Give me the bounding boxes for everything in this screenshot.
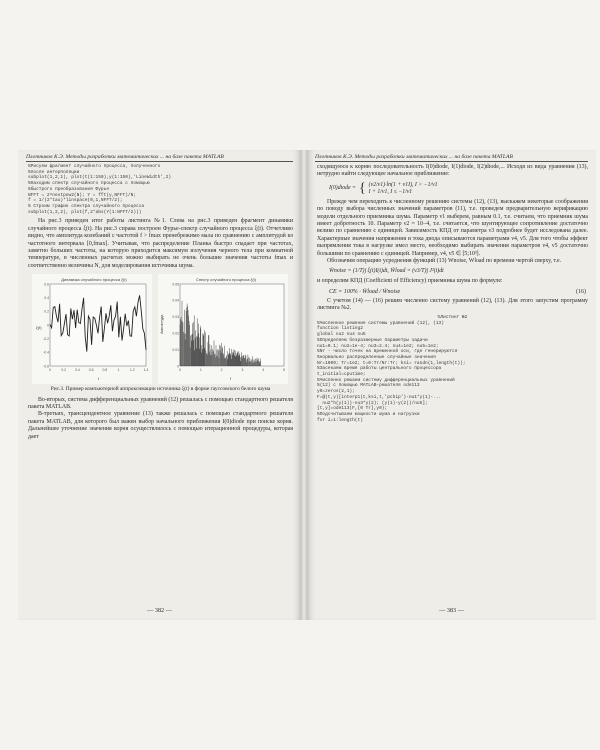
tick-label: 1 xyxy=(117,368,120,373)
fig-left-xlabel: t xyxy=(98,376,100,382)
listing1-code-line: subplot(1,2,1), plot(t(1:150),y(1:150),'LineWidth',2) xyxy=(28,175,172,181)
listing1-code-line: subplot(1,2,2), plot(f,2*abs(Y(1:NFFT/2))) xyxy=(28,209,142,215)
tick-label: 0.03 xyxy=(172,315,179,320)
tick-label: 0.4 xyxy=(44,296,49,301)
listing2-code-line: %Численно решаем систему дифференциальных уравнений xyxy=(317,377,455,383)
tick-label: 1.4 xyxy=(143,368,149,373)
listing1-code-line: NFFT = 2^nextpow2(N); Y = fft(y,NFFT)/N; xyxy=(28,192,137,198)
listing2-code-line: y0=zeros(2,1); xyxy=(317,389,355,395)
listing1-code-line: %быстрого преобразования Фурье xyxy=(28,186,110,192)
left-paragraph-2: Во-вторых, система дифференциальных уравнений (12) решалась с помощью стандартного решателя пакета MATLAB. xyxy=(28,396,293,411)
page-number-right: — 383 — xyxy=(439,607,464,614)
averaging-formula: W̄noise = (1/T)∫ ξ(t)I(t)dt, W̄load = (ν3/T)∫ J²(t)dt xyxy=(329,268,444,275)
right-paragraph-1: сходящуюся к корню последовательность I(0)diode, I(1)diode, I(2)diode,... Исходя из вида уравнения (13), нетрудно найти следующее начальное приближение: xyxy=(317,164,588,178)
tick-label: 0.01 xyxy=(172,348,179,353)
left-page xyxy=(18,150,301,620)
tick-label: 3 xyxy=(241,368,244,373)
listing2-code-line: %Определяем безразмерные параметры задачи xyxy=(317,337,428,343)
listing2-code xyxy=(317,321,588,424)
listing2-code-line: [t,y]=ode113(F,[0 Tr],y0); xyxy=(317,406,388,412)
left-paragraph-3: В-третьих, трансцендентное уравнение (13) также решалась с помощью стандартного решателя пакета MATLAB, для которого был важен выбор начального приближения I(0)diode при поиске корня. Дальнейшее уточнение значения корня осуществлялось с помощью итерационной процедуры, которая дает xyxy=(28,411,293,440)
tick-label: 0.4 xyxy=(75,368,80,373)
listing1-code-line: %Рисуем фрагмент случайного процесса, полученного xyxy=(28,164,161,169)
right-running-header: Плотников К.Э. Методы разработки математических ... на базе пакета MATLAB xyxy=(315,154,588,162)
listing2-code-line: %нормально распределенные случайные значения xyxy=(317,354,436,360)
formula-lhs: I(0)diode = xyxy=(329,185,356,192)
tick-label: -0.6 xyxy=(43,364,49,369)
figure-3 xyxy=(32,274,293,384)
listing2-code-line: F=@(t,y)[interp1(t,ksi,t,'pchip')-nu1*y(1)-... xyxy=(317,394,442,400)
listing2-code-line: global nu2 nu4 nu5 xyxy=(317,332,366,338)
right-page-content xyxy=(317,164,588,602)
listing2-code-line: function listing2 xyxy=(317,326,363,332)
tick-label: 2 xyxy=(220,368,223,373)
listing2-title: %Листинг №2 xyxy=(437,314,468,320)
listing2-code-line: %Засекаем время работы центрального процессора xyxy=(317,366,442,372)
tick-label: 0 xyxy=(179,368,181,373)
tick-label: 0 xyxy=(177,364,179,369)
right-paragraph-2: Прежде чем переходить к численному решению системы (12), (13), выскажем некоторые соображения по поводу выбора численных значений параметров (11), т.е. проведем предварительную верификацию модели отдельного приемника шума. Параметр ν1 выберем, равным 0.1, т.е. считаем, что приемник шума имеет добротность 10. Параметр ν2 = 10−4, т.е. считается, что шунтирующее сопротивление достаточно велико по сравнению с единицей. Зависимость КПД от параметра ν3 подробнее будет исследована далее. Характерные значения напряжения и тока диода описываются параметрами ν4, ν5. Для того чтобы эффект выпрямления тока в нагрузке имел место, необходимо выбирать значения параметров ν4, ν5 достаточно большими по сравнению с единицей. Например, ν4, ν5 ∈ [5;10³]. xyxy=(317,198,588,257)
figure-caption: Рис.3. Пример компьютерной аппроксимации источника ξ(t) в форме гауссовского белого шума xyxy=(50,386,271,393)
listing2-code-line: %Подсчитываем мощности шума и нагрузки xyxy=(317,411,420,417)
tick-label: 0.05 xyxy=(172,282,179,287)
listing1-code-line: %после интерполяции xyxy=(28,169,80,175)
book-spread xyxy=(18,150,596,620)
left-running-header: Плотников К.Э. Методы разработки математических ... на базе пакета MATLAB xyxy=(26,154,293,162)
fig-right-title: Спектр случайного процесса ξ(t) xyxy=(195,277,257,283)
tick-label: -0.2 xyxy=(43,337,49,342)
fig-left-ylabel: ξ(t) xyxy=(36,325,42,331)
right-paragraph-3: Обозначим операцию усреднения функций (13) Wnoise, Wload по времени чертой сверху, т.е. xyxy=(327,258,562,265)
tick-label: 0.04 xyxy=(172,298,179,303)
tick-label: -0.4 xyxy=(43,350,49,355)
fig-process-plot xyxy=(32,274,152,384)
tick-label: 0.6 xyxy=(44,282,49,287)
listing2-code-line: Nr=1000; Tr=1e2; t=0:Tr/Nr:Tr; ksi= randn(1,length(t)); xyxy=(317,360,466,366)
listing2-code-line: for i=1:length(t) xyxy=(317,417,363,423)
left-page-content xyxy=(28,164,293,602)
fig-left-title: Динамика случайного процесса ξ(t) xyxy=(61,277,127,283)
tick-label: 0.02 xyxy=(172,331,179,336)
page-number-left: — 382 — xyxy=(147,607,172,614)
ce-equation xyxy=(329,289,586,295)
fig-spectrum-plot xyxy=(158,274,288,384)
tick-label: 1 xyxy=(199,368,202,373)
listing1-code xyxy=(28,164,293,215)
tick-label: 0 xyxy=(47,323,49,328)
tick-label: 0.2 xyxy=(61,368,67,373)
tick-label: 0.6 xyxy=(88,368,94,373)
listing2-code-line: nu1=0.1; nu2=1e-4; nu3=2.4; nu4=1e2; nu5=1e2; xyxy=(317,343,439,349)
tick-label: 0 xyxy=(49,368,51,373)
left-paragraph-1: На рис.3 приведен итог работы листинга №1. Слева на рис.3 приведен фрагмент динамики случайного процесса ξ(t). На рис.3 справа построен Фурье-спектр случайного процесса ξ(t). Отчетливо видно, что амплитуда колебаний с частотой f > fmax пренебрежимо мала по сравнению с амплитудой из частотного интервала [0,fmax]. Учитывая, что распределение Планка быстро спадает при частотах, заметно больших частоты, на которую приходится максимум излучения черного тела при комнатной температуре, в численных расчетах можно выбирать не очень большие значения частоты fmax и соответственно величины N, для моделирования источника шума. xyxy=(28,218,293,269)
listing2-code-line: %(12) с помощью MATLAB-решателя ode113 xyxy=(317,383,420,389)
formula-case-1: (ν2/ν1)·ln(1 + ν1I), I > −1/ν1 xyxy=(368,181,438,188)
tick-label: 4 xyxy=(262,368,265,373)
tick-label: 5 xyxy=(283,368,285,373)
right-paragraph-5: С учетом (14) — (16) решим численно систему уравнений (12), (13). Для этого запустим программу листинга №2. xyxy=(317,297,588,312)
fig-right-ylabel: Амплитуда xyxy=(160,314,164,335)
listing2-code-line: %Nr - число точек на временной оси, где генерируются xyxy=(317,349,458,355)
eq-number-16: (16) xyxy=(576,288,586,295)
listing1-code-line: %Находим спектр случайного процесса с помощью xyxy=(28,181,150,187)
listing1-code-line: f = 1/(2*tau)*linspace(0,1,NFFT/2); xyxy=(28,198,123,204)
right-page xyxy=(307,150,596,620)
initial-approx-formula xyxy=(329,182,588,196)
formula-case-2: I + 1/ν1, I ≤ −1/ν1 xyxy=(368,188,413,195)
listing2-code-line: nu2*h(y(1))-nu3*y(2); (y(1)-y(2))/nu5]; xyxy=(317,400,428,406)
right-paragraph-4: и определим КПД (Coefficient of Efficiency) приемника шума по формуле: xyxy=(317,278,503,285)
fig-right-xlabel: f xyxy=(230,376,232,382)
tick-label: 0.2 xyxy=(44,309,49,314)
tick-label: 1.2 xyxy=(129,368,135,373)
listing2-code-line: t_initial=cputime; xyxy=(317,372,366,378)
listing2-code-line: %Численное решение системы уравнений (12), (13) xyxy=(317,320,444,326)
ce-formula: CE = 100% · W̄load / W̄noise xyxy=(329,288,401,295)
tick-label: 0.8 xyxy=(102,368,108,373)
listing1-code-line: % Строим график спектра случайного процесса xyxy=(28,203,145,209)
brace-icon: { xyxy=(358,180,366,196)
